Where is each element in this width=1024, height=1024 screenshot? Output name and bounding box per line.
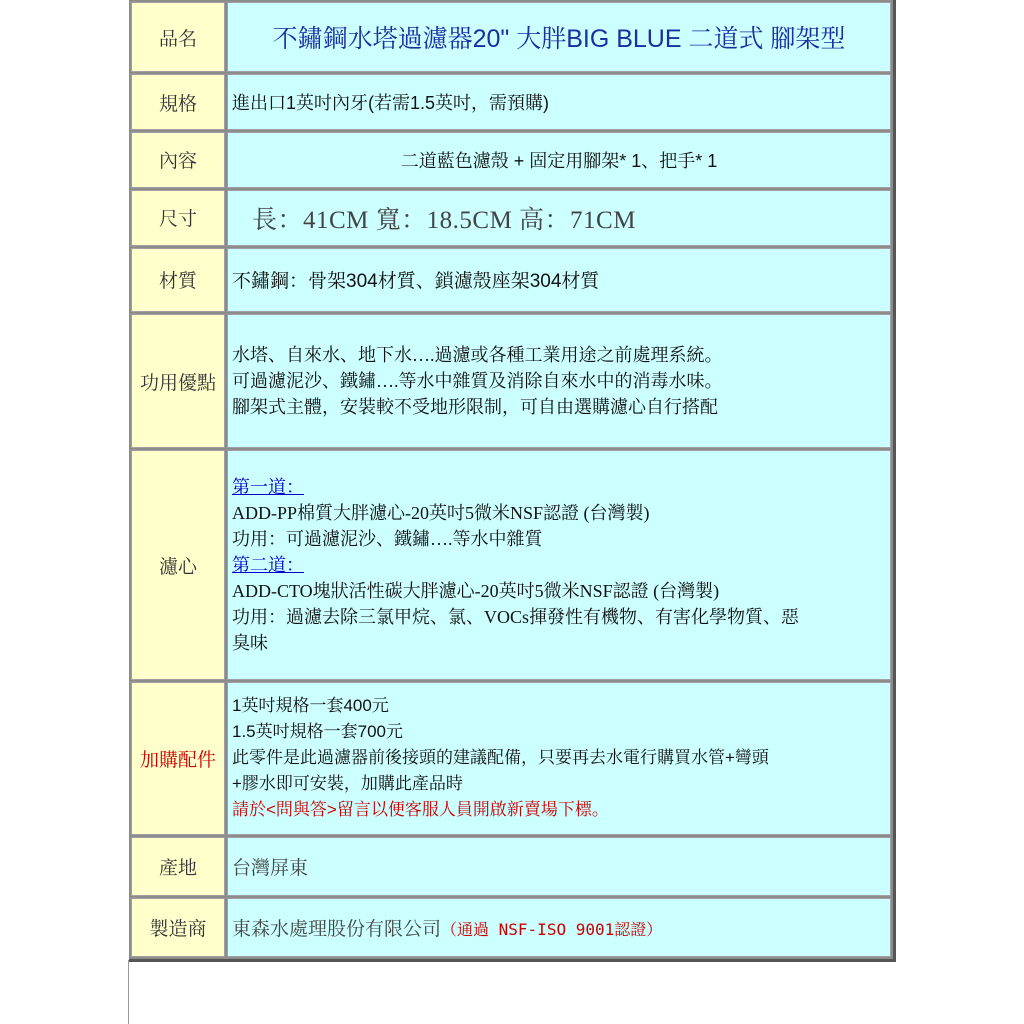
label-product-name: 品名	[131, 2, 225, 72]
page-left-border	[128, 960, 129, 1024]
row-benefits	[131, 314, 891, 448]
product-spec-table	[129, 0, 896, 962]
contents-value: 二道藍色濾殼 + 固定用腳架* 1、把手* 1	[227, 132, 891, 187]
filter-stage1-desc: 功用：可過濾泥沙、鐵鏽….等水中雜質	[232, 529, 543, 550]
row-maker	[131, 898, 891, 957]
addon-price-1inch: 1英吋規格一套400元	[232, 696, 389, 716]
label-benefits: 功用優點	[131, 314, 225, 448]
benefit-line-3: 腳架式主體，安裝較不受地形限制，可自由選購濾心自行搭配	[232, 397, 718, 418]
maker-name: 東森水處理股份有限公司	[232, 918, 442, 940]
row-product-name	[131, 2, 891, 72]
addon-note-2: +膠水即可安裝，加購此產品時	[232, 774, 463, 794]
label-material: 材質	[131, 248, 225, 312]
origin-value: 台灣屏東	[227, 837, 891, 896]
row-filters	[131, 450, 891, 680]
label-origin: 產地	[131, 837, 225, 896]
filter-stage2-heading: 第二道：	[232, 555, 304, 576]
benefits-value	[227, 314, 891, 448]
spec-value: 進出口1英吋內牙(若需1.5英吋，需預購)	[227, 74, 891, 130]
filter-stage1-heading: 第一道：	[232, 477, 304, 498]
product-title: 不鏽鋼水塔過濾器20" 大胖BIG BLUE 二道式 腳架型	[227, 2, 891, 72]
filters-value	[227, 450, 891, 680]
maker-value	[227, 898, 891, 957]
label-size: 尺寸	[131, 190, 225, 246]
label-spec: 規格	[131, 74, 225, 130]
filter-stage1-name: ADD-PP棉質大胖濾心-20英吋5微米NSF認證 (台灣製)	[232, 503, 650, 524]
row-size	[131, 190, 891, 246]
row-origin	[131, 837, 891, 896]
label-contents: 內容	[131, 132, 225, 187]
row-material	[131, 248, 891, 312]
filter-stage2-desc: 功用：過濾去除三氯甲烷、氯、VOCs揮發性有機物、有害化學物質、惡	[232, 607, 800, 628]
maker-certification: （通過 NSF-ISO 9001認證）	[441, 919, 663, 939]
material-value: 不鏽鋼：骨架304材質、鎖濾殼座架304材質	[227, 248, 891, 312]
row-contents	[131, 132, 891, 187]
addon-order-instruction: 請於<問與答>留言以便客服人員開啟新賣場下標。	[232, 800, 609, 820]
addon-price-1-5inch: 1.5英吋規格一套700元	[232, 722, 403, 742]
filter-stage2-desc-cont: 臭味	[232, 633, 268, 654]
benefit-line-1: 水塔、自來水、地下水….過濾或各種工業用途之前處理系統。	[232, 345, 723, 366]
row-spec	[131, 74, 891, 130]
row-addons	[131, 682, 891, 834]
filter-stage2-name: ADD-CTO塊狀活性碳大胖濾心-20英吋5微米NSF認證 (台灣製)	[232, 581, 720, 602]
benefit-line-2: 可過濾泥沙、鐵鏽….等水中雜質及消除自來水中的消毒水味。	[232, 371, 723, 392]
label-maker: 製造商	[131, 898, 225, 957]
addon-note-1: 此零件是此過濾器前後接頭的建議配備，只要再去水電行購買水管+彎頭	[232, 748, 769, 768]
addons-value	[227, 682, 891, 834]
label-filters: 濾心	[131, 450, 225, 680]
size-value: 長：41CM 寬：18.5CM 高：71CM	[227, 190, 891, 246]
label-addons: 加購配件	[131, 682, 225, 834]
